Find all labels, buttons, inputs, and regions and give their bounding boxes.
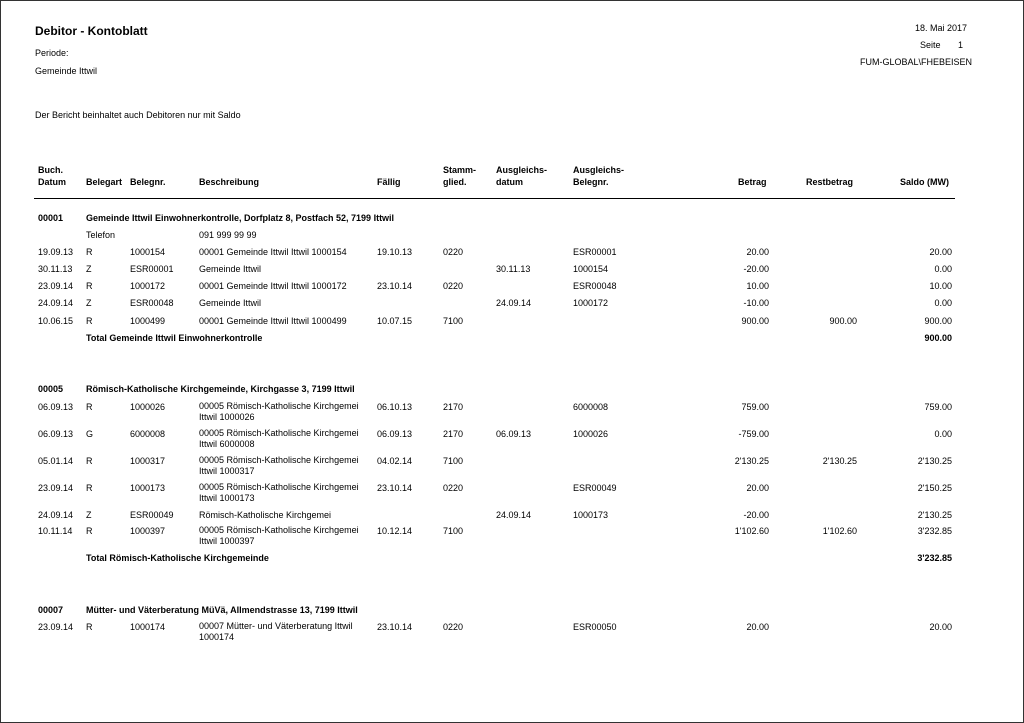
gemeinde-name: Gemeinde Ittwil [35,66,98,76]
cell-betrag: 20.00 [746,622,769,632]
header-divider [34,198,955,199]
col-ausgl-datum-2: datum [496,177,523,187]
cell-ausgl-beleg: 6000008 [573,402,609,412]
cell-belegnr: 1000172 [130,281,166,291]
cell-saldo: 2'150.25 [917,483,952,493]
cell-datum: 06.09.13 [38,429,74,439]
cell-belegart: R [86,456,93,466]
col-betrag: Betrag [738,177,767,187]
cell-datum: 30.11.13 [38,264,73,274]
cell-beschreibung: 00001 Gemeinde Ittwil Ittwil 1000154 [199,247,347,257]
cell-stamm: 2170 [443,402,464,412]
cell-belegart: R [86,402,93,412]
group-total-value: 3'232.85 [917,553,952,563]
col-belegart: Belegart [86,177,123,187]
col-stamm-2: glied. [443,177,467,187]
cell-faellig: 23.10.14 [377,483,413,493]
cell-faellig: 23.10.14 [377,281,413,291]
cell-ausgl-beleg: ESR00048 [573,281,617,291]
telefon-label: Telefon [86,230,116,240]
cell-belegnr: ESR00001 [130,264,174,274]
cell-betrag: 20.00 [746,483,769,493]
cell-ausgl-beleg: ESR00049 [573,483,617,493]
cell-belegnr: 1000026 [130,402,166,412]
cell-saldo: 0.00 [934,429,952,439]
cell-ausgl-datum: 24.09.14 [496,298,532,308]
cell-betrag: -20.00 [743,264,769,274]
page-number: 1 [958,40,964,50]
cell-belegart: R [86,281,93,291]
cell-belegart: R [86,316,93,326]
col-beschreibung: Beschreibung [199,177,260,187]
cell-beschreibung: 00001 Gemeinde Ittwil Ittwil 1000172 [199,281,347,291]
cell-ausgl-datum: 24.09.14 [496,510,532,520]
cell-stamm: 0220 [443,247,464,257]
cell-restbetrag: 2'130.25 [822,456,857,466]
user-name: FUM-GLOBAL\FHEBEISEN [860,57,973,67]
group-total-value: 900.00 [924,333,952,343]
cell-betrag: 20.00 [746,247,769,257]
cell-stamm: 7100 [443,456,464,466]
cell-datum: 10.06.15 [38,316,74,326]
cell-stamm: 7100 [443,316,464,326]
cell-beschreibung: Gemeinde Ittwil [199,264,262,274]
cell-stamm: 7100 [443,526,464,536]
cell-ausgl-beleg: 1000173 [573,510,609,520]
cell-belegart: R [86,526,93,536]
col-saldo: Saldo (MW) [900,177,949,187]
cell-belegnr: 1000174 [130,622,166,632]
cell-datum: 23.09.14 [38,281,74,291]
cell-betrag: 2'130.25 [734,456,769,466]
col-belegnr: Belegnr. [130,177,166,187]
cell-faellig: 06.09.13 [377,429,413,439]
cell-ausgl-datum: 06.09.13 [496,429,532,439]
cell-beschreibung: Gemeinde Ittwil [199,298,262,308]
cell-belegnr: 1000154 [130,247,166,257]
cell-datum: 23.09.14 [38,483,74,493]
cell-saldo: 20.00 [929,622,952,632]
col-faellig: Fällig [377,177,401,187]
group-name: Römisch-Katholische Kirchgemeinde, Kirchgasse 3, 7199 Ittwil [86,384,355,394]
report-note: Der Bericht beinhaltet auch Debitoren nur mit Saldo [35,110,241,120]
cell-belegnr: 1000499 [130,316,166,326]
cell-saldo: 20.00 [929,247,952,257]
cell-faellig: 19.10.13 [377,247,413,257]
cell-datum: 23.09.14 [38,622,74,632]
cell-beschreibung: Römisch-Katholische Kirchgemei [199,510,332,520]
col-datum: Datum [38,177,67,187]
cell-beschreibung: 00007 Mütter- und Väterberatung Ittwil 1000174 [199,621,353,642]
cell-restbetrag: 1'102.60 [822,526,857,536]
cell-belegart: R [86,247,93,257]
cell-stamm: 2170 [443,429,464,439]
cell-saldo: 0.00 [934,298,952,308]
cell-ausgl-beleg: 1000026 [573,429,609,439]
cell-beschreibung: 00005 Römisch-Katholische Kirchgemei Ittwil 1000026 [199,401,359,422]
cell-beschreibung: 00005 Römisch-Katholische Kirchgemei Ittwil 6000008 [199,428,359,449]
group-number: 00005 [38,384,64,394]
cell-beschreibung: 00005 Römisch-Katholische Kirchgemei Ittwil 1000173 [199,482,359,503]
group-name: Gemeinde Ittwil Einwohnerkontrolle, Dorfplatz 8, Postfach 52, 7199 Ittwil [86,213,395,223]
cell-belegart: R [86,483,93,493]
cell-faellig: 10.12.14 [377,526,413,536]
page-label: Seite [920,40,941,50]
telefon-value: 091 999 99 99 [199,230,257,240]
cell-betrag: -10.00 [743,298,769,308]
cell-saldo: 10.00 [929,281,952,291]
cell-ausgl-datum: 30.11.13 [496,264,531,274]
col-stamm-1: Stamm- [443,165,477,175]
cell-ausgl-beleg: ESR00001 [573,247,617,257]
cell-betrag: 1'102.60 [734,526,769,536]
cell-faellig: 10.07.15 [377,316,413,326]
cell-restbetrag: 900.00 [829,316,857,326]
cell-datum: 24.09.14 [38,510,74,520]
cell-saldo: 3'232.85 [917,526,952,536]
cell-beschreibung: 00005 Römisch-Katholische Kirchgemei Ittwil 1000317 [199,455,359,476]
group-total-label: Total Gemeinde Ittwil Einwohnerkontrolle [86,333,263,343]
cell-saldo: 2'130.25 [917,510,952,520]
cell-ausgl-beleg: 1000172 [573,298,609,308]
group-number: 00001 [38,213,64,223]
cell-faellig: 23.10.14 [377,622,413,632]
cell-saldo: 759.00 [924,402,952,412]
cell-datum: 10.11.14 [38,526,73,536]
cell-belegnr: ESR00048 [130,298,174,308]
cell-stamm: 0220 [443,281,464,291]
cell-belegnr: 1000317 [130,456,166,466]
cell-belegart: R [86,622,93,632]
cell-belegart: Z [86,298,92,308]
report-date: 18. Mai 2017 [915,23,968,33]
group-name: Mütter- und Väterberatung MüVä, Allmendstrasse 13, 7199 Ittwil [86,605,358,615]
cell-stamm: 0220 [443,622,464,632]
cell-belegnr: 6000008 [130,429,166,439]
cell-saldo: 900.00 [924,316,952,326]
periode-label: Periode: [35,48,69,58]
cell-ausgl-beleg: 1000154 [573,264,609,274]
cell-stamm: 0220 [443,483,464,493]
cell-betrag: 900.00 [741,316,769,326]
col-buch: Buch. [38,165,64,175]
col-ausgl-datum-1: Ausgleichs- [496,165,548,175]
col-restbetrag: Restbetrag [806,177,854,187]
cell-beschreibung: 00005 Römisch-Katholische Kirchgemei Ittwil 1000397 [199,525,359,546]
cell-datum: 19.09.13 [38,247,74,257]
cell-betrag: 10.00 [746,281,769,291]
report-title: Debitor - Kontoblatt [35,24,148,38]
cell-faellig: 04.02.14 [377,456,413,466]
cell-betrag: -20.00 [743,510,769,520]
cell-betrag: -759.00 [738,429,769,439]
group-total-label: Total Römisch-Katholische Kirchgemeinde [86,553,269,563]
cell-datum: 05.01.14 [38,456,74,466]
cell-datum: 24.09.14 [38,298,74,308]
cell-datum: 06.09.13 [38,402,74,412]
cell-betrag: 759.00 [741,402,769,412]
group-number: 00007 [38,605,64,615]
col-ausgl-beleg-2: Belegnr. [573,177,609,187]
cell-belegart: G [86,429,94,439]
cell-belegart: Z [86,264,92,274]
cell-belegnr: 1000173 [130,483,166,493]
col-ausgl-beleg-1: Ausgleichs- [573,165,625,175]
cell-ausgl-beleg: ESR00050 [573,622,617,632]
cell-saldo: 0.00 [934,264,952,274]
cell-belegart: Z [86,510,92,520]
cell-saldo: 2'130.25 [917,456,952,466]
cell-belegnr: 1000397 [130,526,166,536]
cell-faellig: 06.10.13 [377,402,413,412]
cell-beschreibung: 00001 Gemeinde Ittwil Ittwil 1000499 [199,316,347,326]
cell-belegnr: ESR00049 [130,510,174,520]
